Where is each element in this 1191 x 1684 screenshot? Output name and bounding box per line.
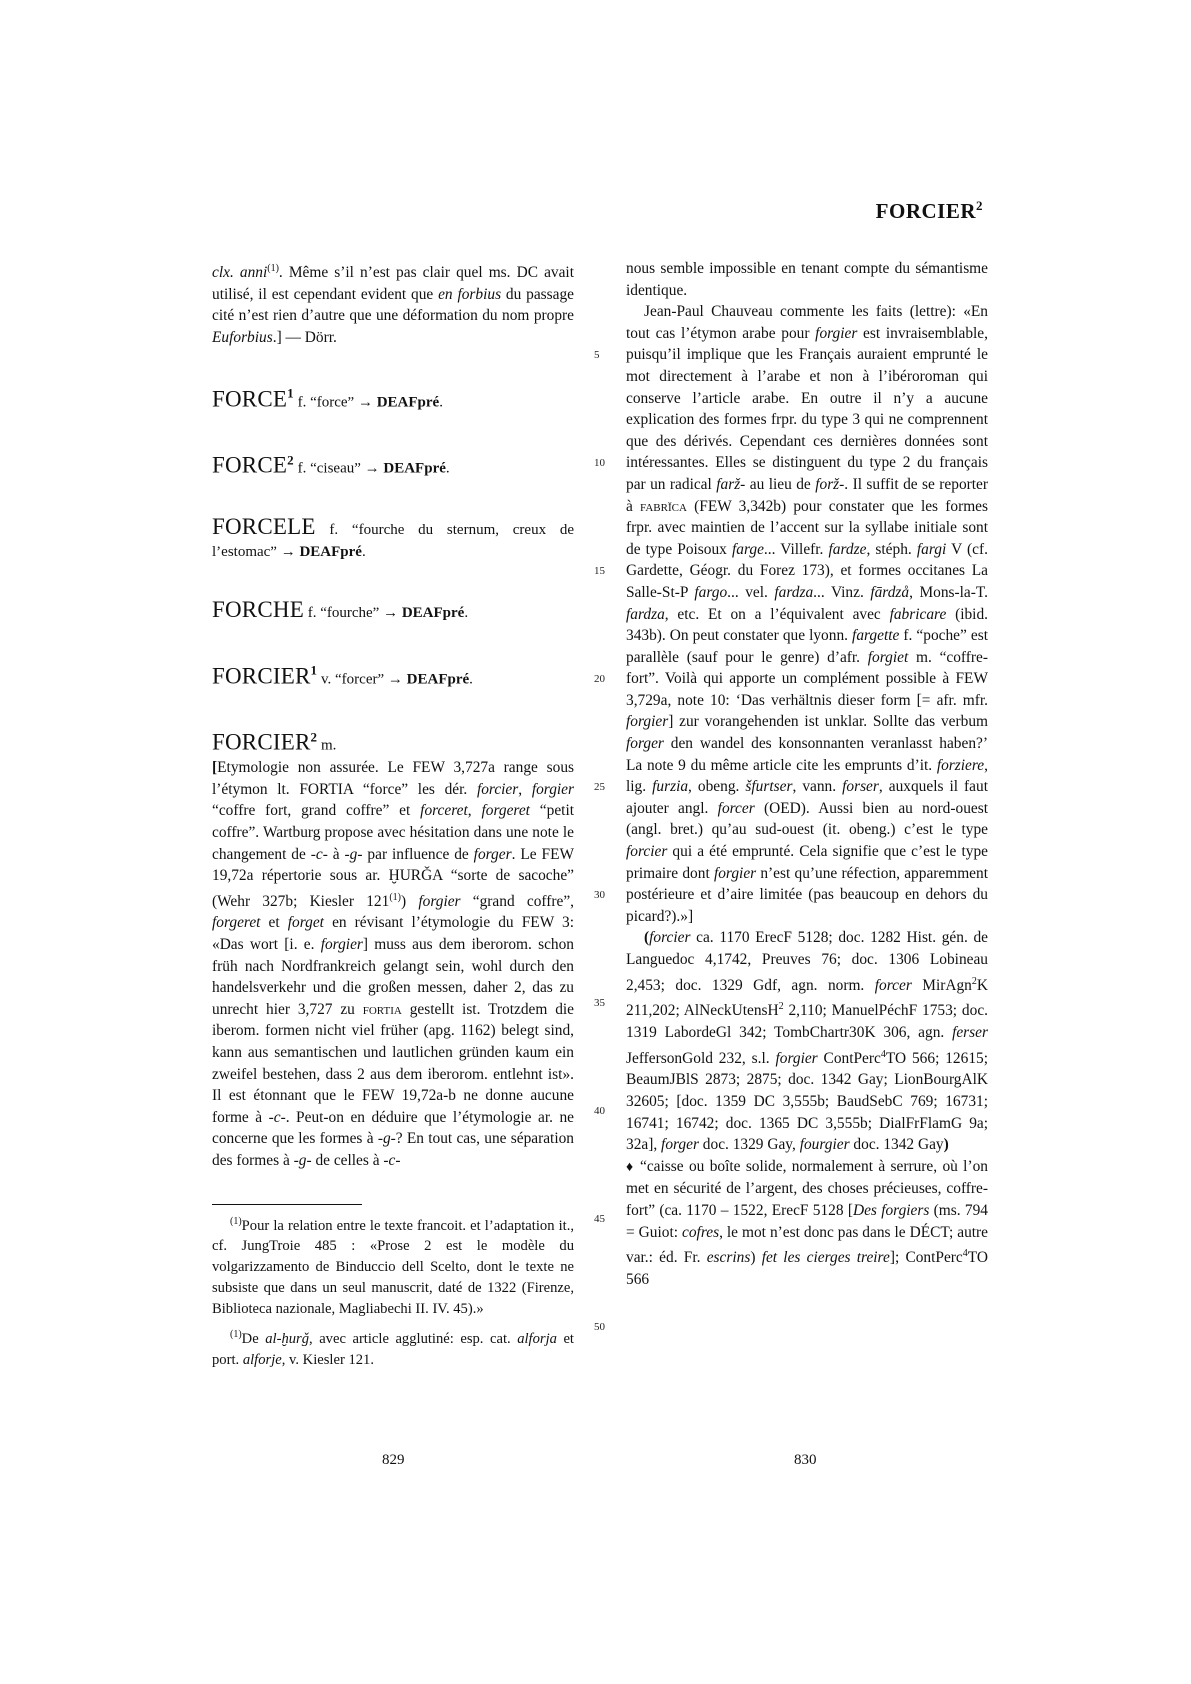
line-number: 45 [594, 1213, 605, 1225]
footnote-2: $^{(1)}$De al-ḫurǧ, avec article agglutiné: esp. cat. alforja et port. alforje, v. Kiesler 121. [212, 1329, 574, 1369]
cross-reference-link[interactable]: DEAFpré [376, 394, 440, 411]
cross-reference-link[interactable]: DEAFpré [383, 460, 446, 477]
continuation-paragraph: nous semble impossible en tenant compte du sémantisme identique. [626, 260, 988, 299]
line-number: 20 [594, 673, 605, 685]
line-number: 10 [594, 457, 605, 469]
sense-paragraph: ♦ “caisse ou boîte solide, normalement à serrure, où l’on met en sécurité de l’argent, des choses précieuses, coffre-fort” (ca. 1170 – 1522, ErecF 5128 [Des forgiers (ms. 794 = Guiot: cofres, le mot n’est donc pas dans le DÉCT; autre var.: éd. Fr. escrins) fet les cierges treire]; ContPerc$^4$TO 566 [626, 1157, 988, 1288]
entry-forche: FORCHE f. “fourche” → DEAFpré. [212, 596, 469, 622]
line-number: 15 [594, 565, 605, 577]
footnote-1: $^{(1)}$Pour la relation entre le texte francoit. et l’adaptation it., cf. JungTroie 485 : «Prose 2 est le modèle du volgarizzamento de Binduccio dell Scelto, dont le texte ne subsiste que dans un seul manuscrit, daté de 1322 (Firenze, Biblioteca nazionale, Magliabechi II. IV. 45).» [212, 1215, 574, 1318]
forms-paragraph: (forcier ca. 1170 ErecF 5128; doc. 1282 Hist. gén. de Languedoc 4,1742, Preuves 76; doc. 1306 Lobineau 2,453; doc. 1329 Gdf, agn. norm. forcer MirAgn$^2$K 211,202; AlNeckUtensH$^2$ 2,110; ManuelPéchF 1753; doc. 1319 LabordeGl 342; TombChartr30K 306, agn. ferser JeffersonGold 232, s.l. forgier ContPerc$^4$TO 566; 12615; BeaumJBlS 2873; 2875; doc. 1342 Gay; LionBourgAlK 32605; [doc. 1359 DC 3,555b; BaudSebC 769; 16731; 16741; 16742; doc. 1365 DC 3,555b; DialFrFlamG 9a; 32a], forger doc. 1329 Gay, fourgier doc. 1342 Gay) [626, 929, 989, 1154]
etymology-paragraph: [Etymologie non assurée. Le FEW 3,727a range sous l’étymon lt. FORTIA “force” les dér. forcier, forgier “coffre fort, grand coffre” et forceret, forgeret “petit coffre”. Wartburg propose avec hésitation dans une note le changement de -c- à -g- par influence de forger. Le FEW 19,72a répertorie sous ar. ḪURǦA “sorte de sacoche” (Wehr 327b; Kiesler 121$^{(1)}$) forgier “grand coffre”, forgeret et forget en révisant l’étymologie du FEW 3: «Das wort [i. e. forgier] muss aus dem iberorom. schon früh nach Nordfrankreich gelangt sein, wohl durch den handelsverkehr und die großen messen, daher 2, das zu unrecht hier 3,727 zu fortia gestellt ist. Trotzdem die iberom. formen nicht viel früher (apg. 1162) belegt sind, kann aus semantischen und lautlichen gründen kaum ein zweifel bestehen, dass 2 aus dem iberorom. entlehnt ist». Il est étonnant que le FEW 19,72a-b ne donne aucune forme à -c-. Peut-on en déduire que l’étymologie ar. ne concerne que les formes à -g-? En tout cas, une séparation des formes à -g- de celles à -c- [212, 759, 575, 1169]
page-number-left: 829 [382, 1452, 405, 1468]
chauveau-quote-paragraph: Jean-Paul Chauveau commente les faits (lettre): «En tout cas l’étymon arabe pour forgier est invraisemblable, puisqu’il implique que les Français auraient emprunté le mot directement à l’arabe et non à l’ibéroroman qui conserve l’article arabe. En outre il n’y a aucune explication des formes frpr. du type 3 qui ne comprennent que des dérivés. Cependant ces dernières données sont intéressantes. Elles se distinguent du type 2 du français par un radical farž- au lieu de forž-. Il suffit de se reporter à fabrĭca (FEW 3,342b) pour constater que les formes frpr. avec maintien de l’accent sur la syllabe initiale sont de type Poisoux farge... Villefr. fardze, stéph. fargi V (cf. Gardette, Géogr. du Forez 173), et formes occitanes La Salle-St-P fargo... vel. fardza... Vinz. fārdzå, Mons-la-T. fardza, etc. Et on a l’équivalent avec fabricare (ibid. 343b). On peut constater que lyonn. fargette f. “poche” est parallèle (sauf pour le genre) d’afr. forgiet m. “coffre-fort”. Voilà qui apporte un complément possible à FEW 3,729a, note 10: ‘Das verhältnis dieser form [= afr. mfr. forgier] zur vorangehenden ist unklar. Sollte das verbum forger den wandel des konsonnanten veranlasst haben?’ La note 9 du même article cite les emprunts d’it. forziere, lig. furzia, obeng. šfurtser, vann. forser, auxquels il faut ajouter angl. forcer (OED). Aussi bien au nord-ouest (angl. bret.) qu’au sud-ouest (it. obeng.) c’est le type forcier qui a été emprunté. Cela signifie que c’est le type primaire dont forgier n’est qu’une réfection, apparemment postérieure et d’aire limitée (pas beaucoup en dehors du picard?).»] [626, 303, 989, 925]
cross-reference-link[interactable]: DEAFpré [401, 604, 465, 621]
running-head-sup: 2 [976, 198, 983, 213]
entry-forcier-2-headword: FORCIER$^2$ m. [212, 729, 337, 756]
line-number: 50 [594, 1321, 605, 1333]
line-number: 25 [594, 781, 605, 793]
entry-force-2: FORCE$^2$ f. “ciseau” → DEAFpré. [212, 452, 450, 478]
entry-forcele: FORCELE f. “fourche du sternum, creux de l’estomac” → DEAFpré. [212, 513, 574, 560]
page-number-right: 830 [794, 1452, 817, 1468]
left-column [212, 258, 574, 1371]
diamond-bullet-icon: ♦ [626, 1159, 635, 1175]
line-number: 5 [594, 349, 600, 361]
line-number: 35 [594, 997, 605, 1009]
cross-reference-link[interactable]: DEAFpré [299, 543, 362, 560]
line-number: 30 [594, 889, 605, 901]
intro-paragraph: clx. anni$^{(1)}$. Même s’il n’est pas clair quel ms. DC avait utilisé, il est cependant evident que en forbius du passage cité n’est rien d’autre que une déformation du nom propre Euforbius.] — Dörr. [212, 263, 574, 346]
line-number: 40 [594, 1105, 605, 1117]
right-column [626, 258, 988, 1290]
footnote-divider [212, 1204, 362, 1205]
entry-force-1: FORCE$^1$ f. “force” → DEAFpré. [212, 385, 443, 412]
running-head: FORCIER$^2$ [875, 198, 983, 223]
cross-reference-link[interactable]: DEAFpré [406, 671, 470, 688]
entry-forcier-1: FORCIER$^1$ v. “forcer” → DEAFpré. [212, 662, 473, 689]
